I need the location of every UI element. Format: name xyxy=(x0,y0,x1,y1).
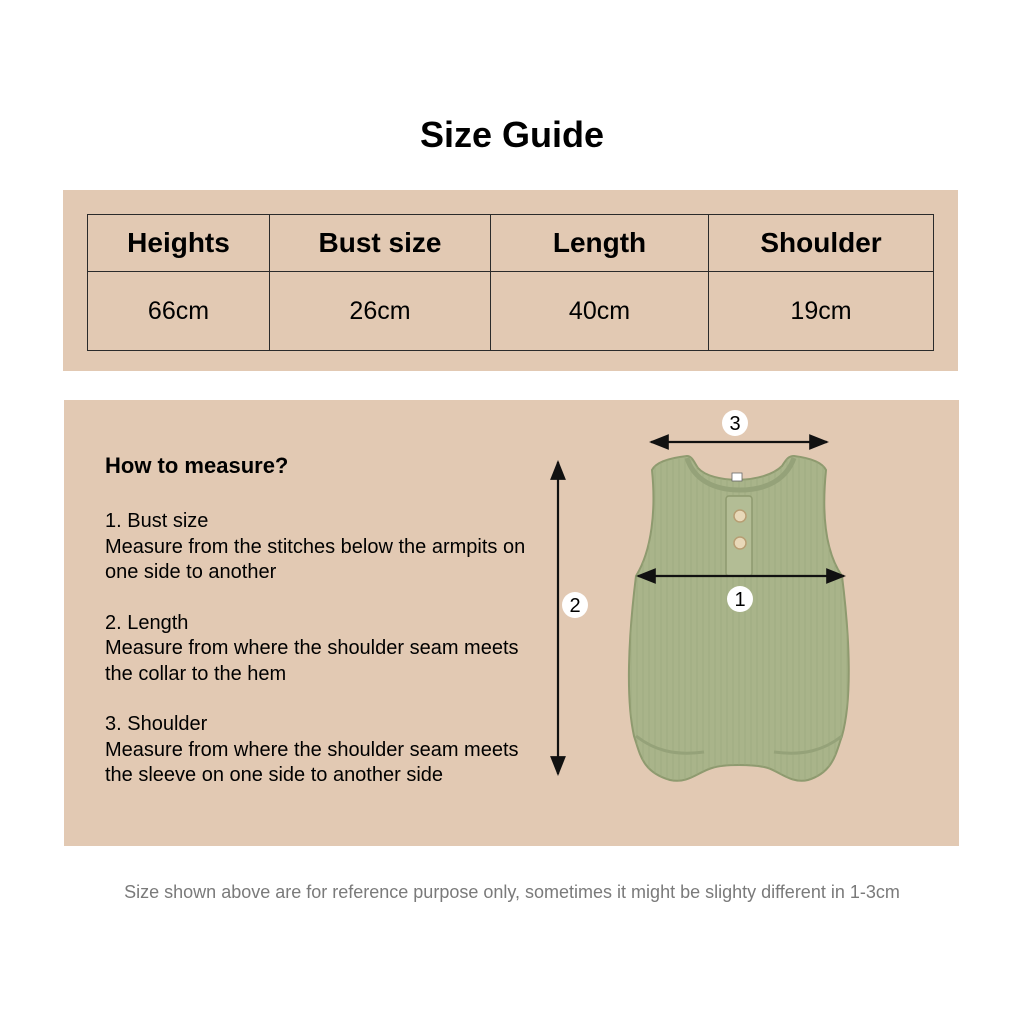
step-title: 1. Bust size xyxy=(105,510,209,532)
header-length: Length xyxy=(491,215,709,272)
marker-1: 1 xyxy=(734,589,746,611)
header-bust-size: Bust size xyxy=(270,215,491,272)
marker-1-badge xyxy=(727,586,753,612)
marker-2-badge xyxy=(562,592,588,618)
table-row xyxy=(88,272,934,351)
step-text: Measure from where the shoulder seam meets the collar to the hem xyxy=(105,637,519,685)
disclaimer-footnote: Size shown above are for reference purpose only, sometimes it might be slighty different in 1-3cm xyxy=(124,882,900,902)
table-header-row xyxy=(88,215,934,272)
value-heights: 66cm xyxy=(88,272,270,351)
how-to-measure-panel xyxy=(64,400,959,846)
value-shoulder: 19cm xyxy=(709,272,934,351)
step-title: 3. Shoulder xyxy=(105,713,208,735)
romper-illustration xyxy=(64,400,959,846)
header-heights: Heights xyxy=(88,215,270,272)
marker-3-badge xyxy=(722,410,748,436)
step-text: Measure from the stitches below the armpits on one side to another xyxy=(105,535,526,583)
romper-garment xyxy=(629,456,849,781)
how-to-measure-heading: How to measure? xyxy=(105,453,289,478)
marker-2: 2 xyxy=(569,595,581,617)
header-shoulder: Shoulder xyxy=(709,215,934,272)
marker-3: 3 xyxy=(729,413,741,435)
step-title: 2. Length xyxy=(105,611,189,634)
value-length: 40cm xyxy=(491,272,709,351)
size-table xyxy=(87,214,934,351)
size-table-panel xyxy=(63,190,958,371)
value-bust-size: 26cm xyxy=(270,272,491,351)
page-title: Size Guide xyxy=(419,114,605,155)
step-text: Measure from where the shoulder seam meets the sleeve on one side to another side xyxy=(105,738,519,786)
